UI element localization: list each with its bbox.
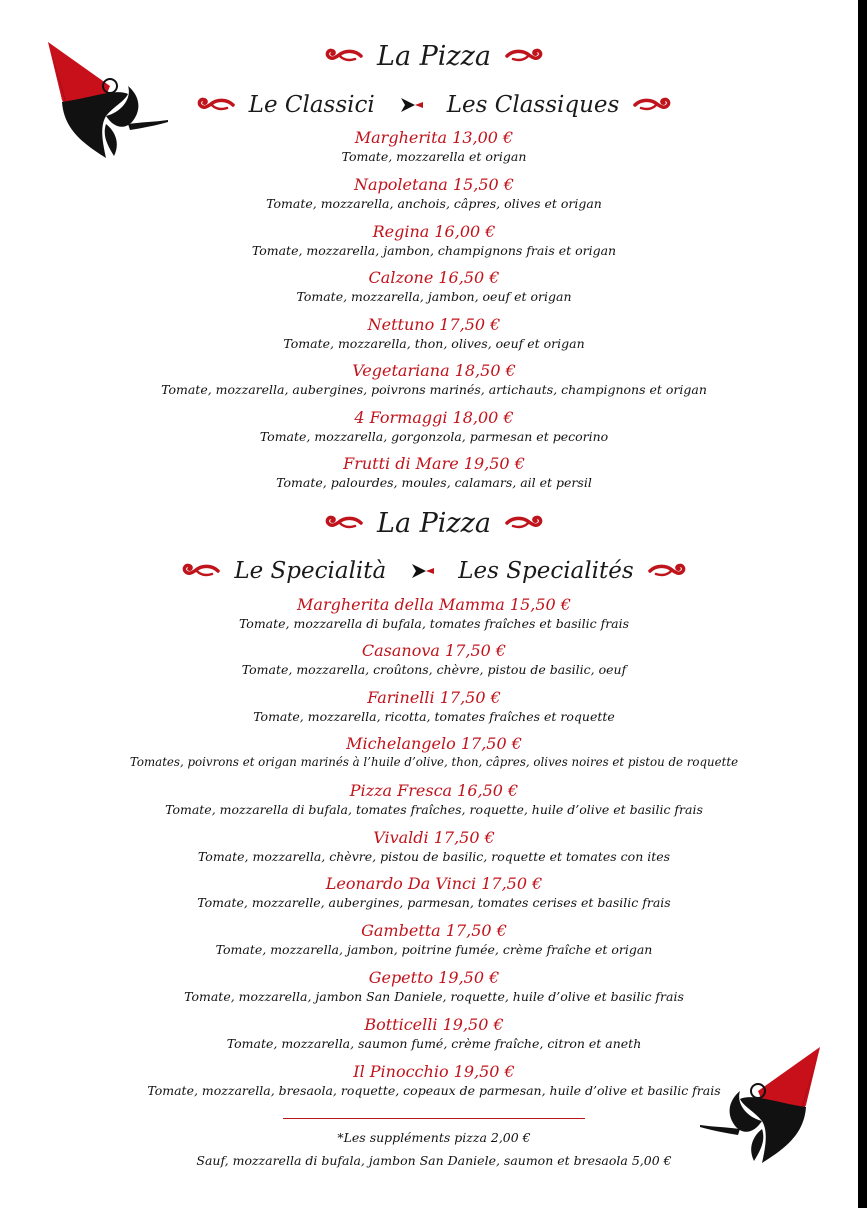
section1-subtitle-fr: Les Classiques	[446, 92, 620, 118]
swirl-left-icon	[325, 513, 365, 533]
menu-item	[0, 408, 858, 445]
menu-item	[0, 734, 858, 771]
menu-item	[0, 688, 858, 725]
item-description: Tomate, mozzarella, chèvre, pistou de basilic, roquette et tomates con ites	[197, 849, 671, 864]
item-name: Il Pinocchio 19,50 €	[353, 1062, 515, 1081]
menu-item	[0, 222, 858, 259]
menu-item	[0, 641, 858, 678]
item-name: Frutti di Mare 19,50 €	[343, 454, 525, 473]
item-name: Gambetta 17,50 €	[361, 921, 507, 940]
diamond-separator-icon	[397, 96, 425, 114]
item-name: 4 Formaggi 18,00 €	[354, 408, 514, 427]
section1-subtitle-row	[0, 88, 858, 122]
item-description: Tomate, mozzarella et origan	[341, 149, 527, 164]
item-description: Tomate, mozzarella, jambon, poitrine fumée, crème fraîche et origan	[215, 942, 653, 957]
item-description: Tomate, mozzarella, croûtons, chèvre, pistou de basilic, oeuf	[241, 662, 627, 677]
menu-item	[0, 361, 858, 398]
section2-title-row	[0, 505, 858, 541]
item-name: Leonardo Da Vinci 17,50 €	[325, 874, 543, 893]
menu-item	[0, 968, 858, 1005]
section1-title: La Pizza	[377, 40, 491, 72]
swirl-right-icon	[631, 95, 671, 115]
item-description: Tomate, mozzarella, jambon, champignons frais et origan	[251, 243, 617, 258]
item-description: Tomate, palourdes, moules, calamars, ail et persil	[276, 475, 592, 490]
item-name: Vegetariana 18,50 €	[352, 361, 516, 380]
section2-subtitle-it: Le Specialità	[234, 558, 387, 584]
item-description: Tomate, mozzarella, anchois, câpres, olives et origan	[266, 196, 602, 211]
item-name: Casanova 17,50 €	[361, 641, 507, 660]
menu-item	[0, 175, 858, 212]
item-name: Pizza Fresca 16,50 €	[349, 781, 519, 800]
item-name: Margherita della Mamma 15,50 €	[297, 595, 571, 614]
section2-subtitle-fr: Les Specialités	[458, 558, 634, 584]
item-description: Tomate, mozzarella, ricotta, tomates fraîches et roquette	[253, 709, 615, 724]
item-description: Tomate, mozzarella, jambon San Daniele, roquette, huile d’olive et basilic frais	[184, 989, 684, 1004]
menu-item	[0, 1062, 858, 1099]
swirl-right-icon	[503, 46, 543, 66]
menu-item	[0, 315, 858, 352]
item-description: Tomate, mozzarella, saumon fumé, crème fraîche, citron et aneth	[226, 1036, 642, 1051]
menu-item	[0, 595, 858, 632]
menu-item	[0, 454, 858, 491]
item-name: Vivaldi 17,50 €	[373, 828, 495, 847]
item-description: Tomate, mozzarella, bresaola, roquette, copeaux de parmesan, huile d’olive et basilic frais	[147, 1083, 721, 1098]
item-name: Calzone 16,50 €	[368, 268, 500, 287]
swirl-left-icon	[197, 95, 237, 115]
item-description: Tomates, poivrons et origan marinés à l’huile d’olive, thon, câpres, olives noires et pistou de roquette	[129, 755, 739, 769]
item-description: Tomate, mozzarelle, aubergines, parmesan, tomates cerises et basilic frais	[197, 895, 671, 910]
item-name: Regina 16,00 €	[372, 222, 496, 241]
section2-title: La Pizza	[377, 507, 491, 539]
menu-item	[0, 128, 858, 165]
menu-item	[0, 828, 858, 865]
diamond-separator-icon	[408, 562, 436, 580]
menu-item	[0, 1015, 858, 1052]
item-name: Michelangelo 17,50 €	[346, 734, 522, 753]
menu-item	[0, 921, 858, 958]
divider-line	[283, 1118, 585, 1119]
item-name: Nettuno 17,50 €	[367, 315, 501, 334]
right-edge-border	[858, 0, 867, 1208]
section1-subtitle-it: Le Classici	[248, 92, 375, 118]
menu-item	[0, 874, 858, 911]
item-description: Tomate, mozzarella, aubergines, poivrons marinés, artichauts, champignons et origan	[161, 382, 707, 397]
item-description: Tomate, mozzarella, gorgonzola, parmesan et pecorino	[259, 429, 609, 444]
swirl-right-icon	[503, 513, 543, 533]
swirl-left-icon	[325, 46, 365, 66]
item-name: Napoletana 15,50 €	[354, 175, 514, 194]
item-name: Margherita 13,00 €	[354, 128, 514, 147]
item-name: Gepetto 19,50 €	[368, 968, 500, 987]
menu-item	[0, 781, 858, 818]
item-description: Tomate, mozzarella di bufala, tomates fraîches et basilic frais	[238, 616, 630, 631]
item-name: Farinelli 17,50 €	[367, 688, 501, 707]
swirl-left-icon	[182, 561, 222, 581]
item-description: Tomate, mozzarella di bufala, tomates fraîches, roquette, huile d’olive et basilic frais	[165, 802, 703, 817]
item-description: Tomate, mozzarella, jambon, oeuf et origan	[296, 289, 572, 304]
exception-note: Sauf, mozzarella di bufala, jambon San Daniele, saumon et bresaola 5,00 €	[196, 1153, 672, 1168]
menu-item	[0, 268, 858, 305]
supplement-note: *Les suppléments pizza 2,00 €	[337, 1130, 531, 1145]
swirl-right-icon	[646, 561, 686, 581]
section1-title-row	[0, 38, 858, 74]
item-name: Botticelli 19,50 €	[364, 1015, 504, 1034]
section2-subtitle-row	[0, 554, 858, 588]
item-description: Tomate, mozzarella, thon, olives, oeuf et origan	[283, 336, 585, 351]
